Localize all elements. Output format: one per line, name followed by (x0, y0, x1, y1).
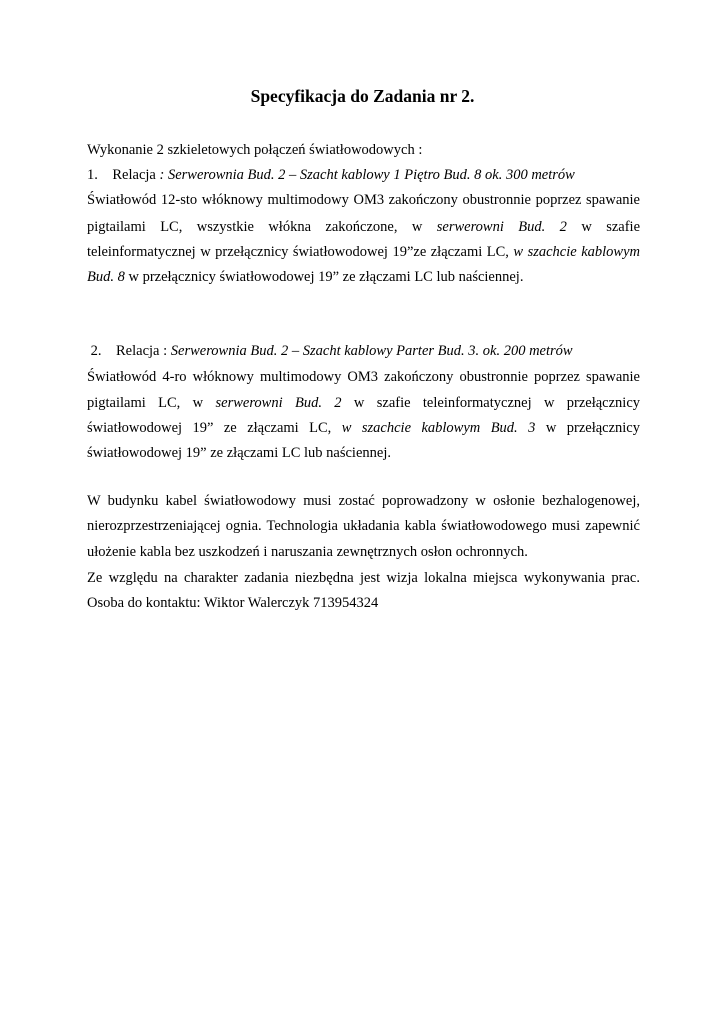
section1-line3-a: teleinformatycznej w przełącznicy światłowodowej 19”ze złączami LC, (87, 244, 509, 260)
section1-relation: : Serwerownia Bud. 2 – Szacht kablowy 1 Piętro Bud. 8 ok. 300 metrów (159, 167, 575, 183)
section2-line2-a: pigtailami LC, w (87, 395, 204, 411)
closing-line2 (87, 517, 640, 535)
section2-heading (87, 342, 573, 360)
section2-line2-c: w szafie teleinformatycznej w przełącznicy (353, 395, 641, 411)
section2-line2-b: serwerowni Bud. 2 (215, 395, 342, 411)
section2-line1-text: Światłowód 4-ro włóknowy multimodowy OM3 zakończony obustronnie poprzez spawanie (87, 369, 640, 385)
section1-line3-b: w szachcie kablowym (513, 244, 641, 260)
closing-line1-text: W budynku kabel światłowodowy musi zostać poprowadzony w osłonie bezhalogenowej, (87, 493, 640, 509)
section1-line4 (87, 268, 523, 286)
section1-line2-a: pigtailami LC, wszystkie włókna zakończone, w (87, 219, 423, 235)
section1-line4-a: Bud. 8 (87, 269, 125, 285)
section2-line2 (87, 394, 640, 412)
section1-line2 (87, 218, 640, 236)
closing-line4 (87, 569, 640, 587)
section2-line3-a: światłowodowej 19” ze złączami LC, (87, 420, 332, 436)
section2-line3 (87, 419, 640, 437)
section2-line1 (87, 368, 640, 386)
closing-line3: ułożenie kabla bez uszkodzeń i naruszania zewnętrznych osłon ochronnych. (87, 544, 528, 560)
section1-heading (87, 166, 575, 184)
section1-line1-text: Światłowód 12-sto włóknowy multimodowy OM3 zakończony obustronnie poprzez spawanie (87, 192, 640, 208)
section1-line4-b: w przełącznicy światłowodowej 19” ze złączami LC lub naściennej. (128, 269, 524, 285)
section1-line2-c: w szafie (581, 219, 641, 235)
document-title: Specyfikacja do Zadania nr 2. (250, 86, 475, 106)
section1-label: Relacja (112, 167, 156, 183)
section1-number: 1. (87, 167, 98, 183)
section1-line1 (87, 191, 640, 209)
section2-relation: Serwerownia Bud. 2 – Szacht kablowy Parter Bud. 3. ok. 200 metrów (170, 343, 573, 359)
section1-line2-b: serwerowni Bud. 2 (436, 219, 567, 235)
section2-label: Relacja : (116, 343, 168, 359)
section2-line3-c: w przełącznicy (545, 420, 640, 436)
section2-line3-b: w szachcie kablowym Bud. 3 (341, 420, 536, 436)
section2-line4: światłowodowej 19” ze złączami LC lub naściennej. (87, 445, 391, 461)
section1-line3 (87, 243, 640, 261)
contact-line: Osoba do kontaktu: Wiktor Walerczyk 713954324 (87, 595, 379, 611)
closing-line2-text: nierozprzestrzeniającej ognia. Technologia układania kabla światłowodowego musi zapewnić (87, 518, 640, 534)
closing-line4-text: Ze względu na charakter zadania niezbędna jest wizja lokalna miejsca wykonywania prac. (87, 570, 640, 586)
closing-line1 (87, 492, 640, 510)
intro-text: Wykonanie 2 szkieletowych połączeń światłowodowych : (87, 142, 423, 158)
section2-number: 2. (90, 343, 102, 359)
